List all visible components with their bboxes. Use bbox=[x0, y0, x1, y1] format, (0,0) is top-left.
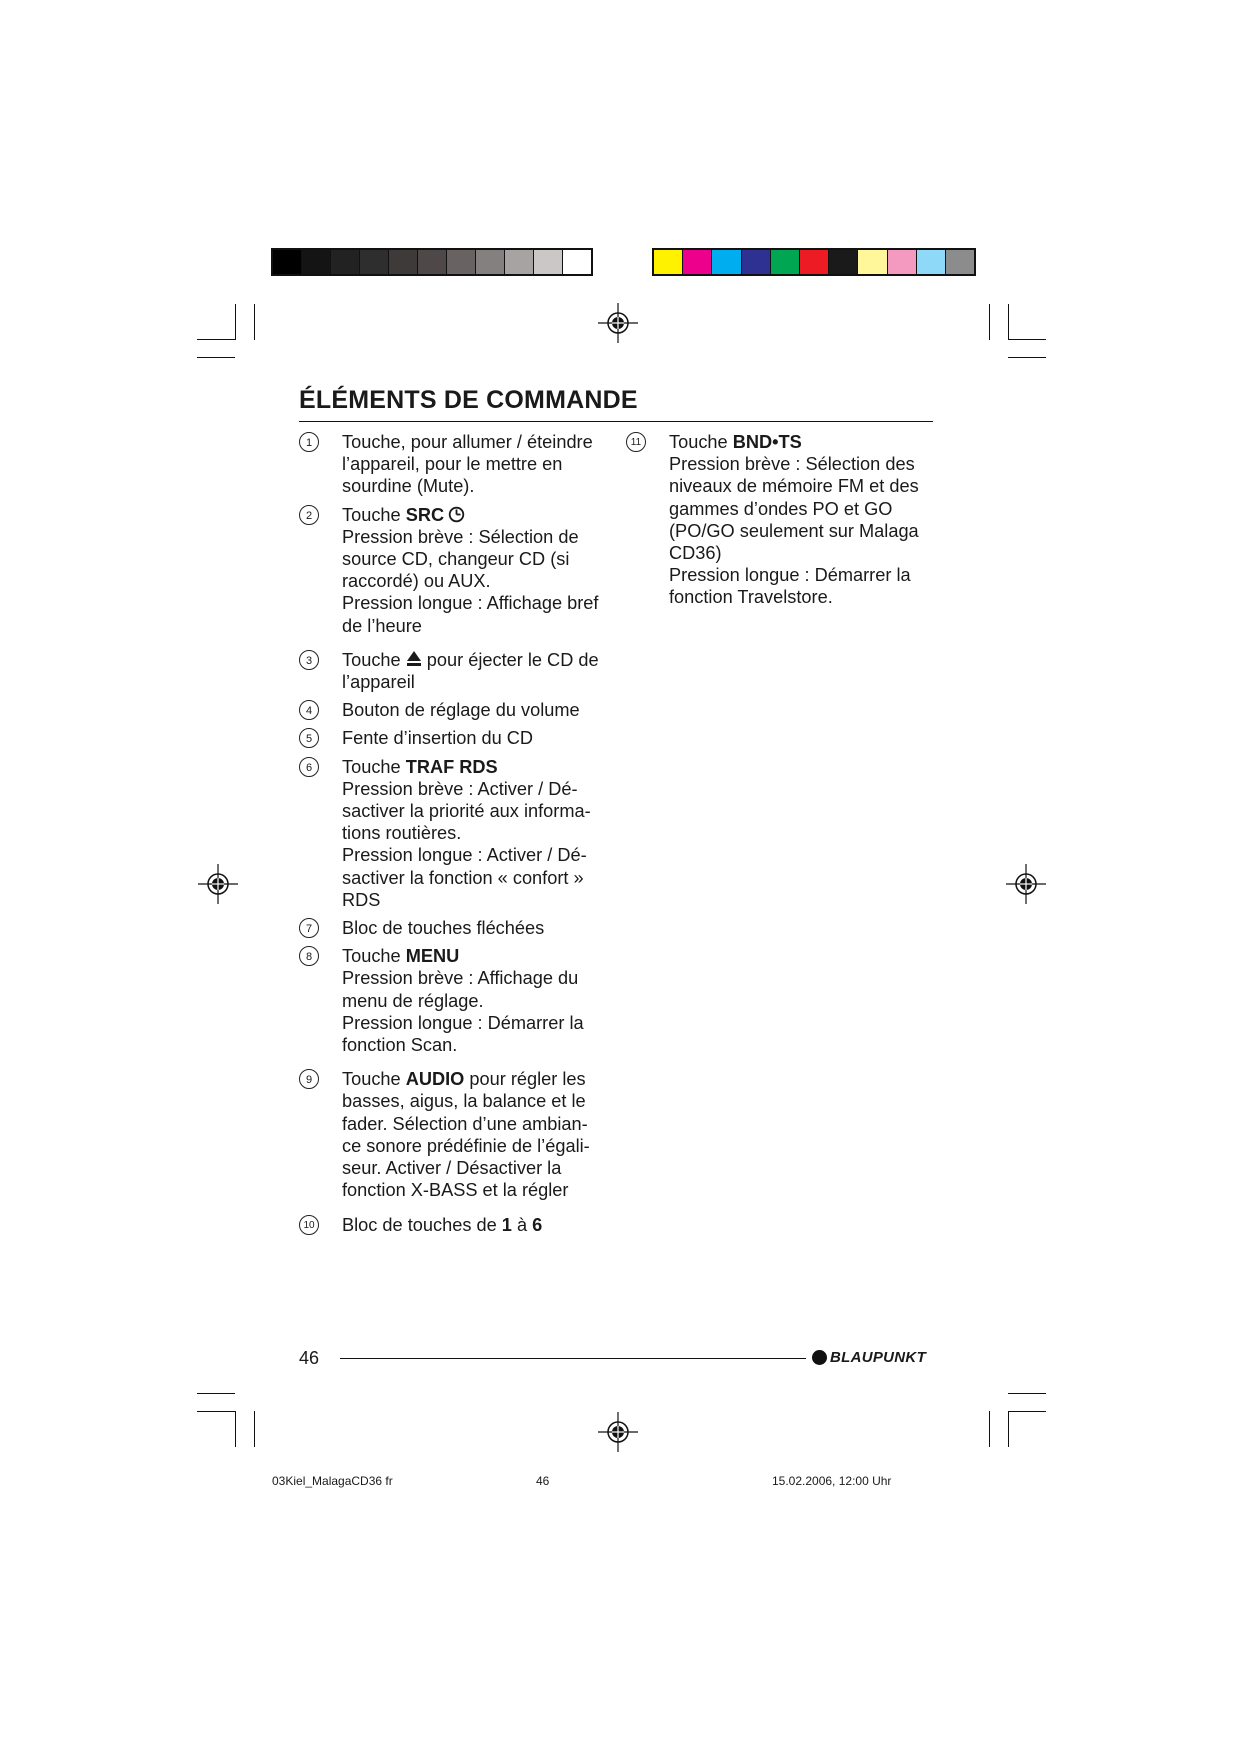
control-item-8 bbox=[299, 945, 619, 1056]
calibration-swatch bbox=[917, 250, 946, 274]
description-line bbox=[342, 867, 612, 889]
item-description bbox=[669, 431, 939, 609]
calibration-swatch bbox=[888, 250, 917, 274]
calibration-swatch bbox=[389, 250, 418, 274]
description-line bbox=[342, 671, 612, 693]
description-line bbox=[342, 756, 612, 778]
crop-mark bbox=[197, 357, 235, 358]
text-segment: gammes d’ondes PO et GO bbox=[669, 498, 893, 519]
description-line bbox=[342, 822, 612, 844]
text-segment: de l’heure bbox=[342, 615, 422, 636]
crop-mark bbox=[1008, 1411, 1046, 1412]
key-name: 1 bbox=[501, 1214, 512, 1235]
crop-mark bbox=[1008, 1411, 1009, 1447]
slug-page-number: 46 bbox=[536, 1474, 550, 1488]
color-calibration-bar bbox=[652, 248, 976, 276]
description-line bbox=[342, 990, 612, 1012]
controls-list-right bbox=[626, 431, 946, 615]
eject-icon bbox=[406, 650, 422, 668]
item-description bbox=[342, 649, 612, 693]
text-segment: Bloc de touches fléchées bbox=[342, 918, 545, 939]
description-line bbox=[342, 1214, 612, 1236]
control-item-10 bbox=[299, 1214, 619, 1236]
item-description bbox=[342, 756, 612, 911]
control-item-3 bbox=[299, 649, 619, 693]
calibration-swatch bbox=[771, 250, 800, 274]
item-description bbox=[342, 945, 612, 1056]
clock-icon bbox=[448, 506, 465, 523]
page-number: 46 bbox=[299, 1348, 320, 1368]
text-segment: Pression brève : Activer / Dé- bbox=[342, 778, 578, 799]
brand-logo bbox=[812, 1349, 926, 1366]
item-number-badge: 6 bbox=[299, 757, 319, 777]
text-segment: sourdine (Mute). bbox=[342, 476, 475, 497]
item-number-badge: 5 bbox=[299, 728, 319, 748]
text-segment: Touche bbox=[342, 649, 406, 670]
text-segment: l’appareil bbox=[342, 672, 415, 693]
item-number-badge: 4 bbox=[299, 700, 319, 720]
crop-mark bbox=[989, 1411, 990, 1447]
crop-mark bbox=[235, 1411, 236, 1447]
control-item-7 bbox=[299, 917, 619, 939]
description-line bbox=[342, 475, 612, 497]
item-description bbox=[342, 727, 612, 749]
description-line bbox=[669, 520, 939, 542]
description-line bbox=[342, 526, 612, 548]
key-name: SRC bbox=[405, 504, 445, 525]
description-line bbox=[342, 1179, 612, 1201]
description-line bbox=[342, 570, 612, 592]
text-segment: niveaux de mémoire FM et des bbox=[669, 476, 919, 497]
description-line bbox=[342, 1034, 612, 1056]
text-segment: Pression brève : Sélection de bbox=[342, 526, 579, 547]
text-segment: Touche bbox=[342, 1069, 406, 1090]
text-segment: Bouton de réglage du volume bbox=[342, 700, 580, 721]
control-item-5 bbox=[299, 727, 619, 749]
text-segment: CD36) bbox=[669, 543, 722, 564]
description-line bbox=[342, 615, 612, 637]
description-line bbox=[342, 727, 612, 749]
crop-mark bbox=[1008, 304, 1009, 340]
calibration-swatch bbox=[273, 250, 302, 274]
control-item-4 bbox=[299, 699, 619, 721]
calibration-swatch bbox=[829, 250, 858, 274]
description-line bbox=[669, 453, 939, 475]
control-item-1 bbox=[299, 431, 619, 498]
control-item-11 bbox=[626, 431, 946, 609]
description-line bbox=[669, 586, 939, 608]
text-segment: tions routières. bbox=[342, 823, 462, 844]
calibration-swatch bbox=[683, 250, 712, 274]
text-segment: Pression brève : Sélection des bbox=[669, 454, 915, 475]
calibration-swatch bbox=[302, 250, 331, 274]
text-segment: fonction X-BASS et la régler bbox=[342, 1180, 569, 1201]
calibration-swatch bbox=[742, 250, 771, 274]
calibration-swatch bbox=[712, 250, 741, 274]
calibration-swatch bbox=[946, 250, 974, 274]
text-segment: Fente d’insertion du CD bbox=[342, 728, 534, 749]
description-line bbox=[669, 498, 939, 520]
key-name: BND•TS bbox=[732, 432, 802, 452]
description-line bbox=[342, 1135, 612, 1157]
crop-mark bbox=[197, 1411, 235, 1412]
crop-mark bbox=[989, 304, 990, 340]
crop-mark bbox=[1008, 1393, 1046, 1394]
text-segment: Bloc de touches de bbox=[342, 1214, 502, 1235]
control-item-9 bbox=[299, 1068, 619, 1201]
registration-mark-icon bbox=[598, 1412, 638, 1452]
text-segment: fonction Travelstore. bbox=[669, 587, 833, 608]
key-name: TRAF RDS bbox=[405, 756, 498, 777]
key-name: 6 bbox=[532, 1214, 543, 1235]
description-line bbox=[342, 649, 612, 671]
calibration-swatch bbox=[654, 250, 683, 274]
text-segment: Pression longue : Démarrer la bbox=[342, 1012, 584, 1033]
text-segment: Pression longue : Activer / Dé- bbox=[342, 845, 587, 866]
crop-mark bbox=[197, 1393, 235, 1394]
crop-mark bbox=[254, 1411, 255, 1447]
item-description bbox=[342, 699, 612, 721]
calibration-swatch bbox=[447, 250, 476, 274]
item-description bbox=[342, 1214, 612, 1236]
control-item-2 bbox=[299, 504, 619, 637]
text-segment: raccordé) ou AUX. bbox=[342, 571, 491, 592]
crop-mark bbox=[235, 304, 236, 340]
crop-mark bbox=[1008, 339, 1046, 340]
description-line bbox=[342, 800, 612, 822]
text-segment: l’appareil, pour le mettre en bbox=[342, 454, 563, 475]
calibration-swatch bbox=[858, 250, 887, 274]
text-segment: ce sonore prédéfinie de l’égali- bbox=[342, 1135, 590, 1156]
slug-filename: 03Kiel_MalagaCD36 fr bbox=[272, 1474, 393, 1488]
text-segment: menu de réglage. bbox=[342, 990, 484, 1011]
slug-date: 15.02.2006, 12:00 Uhr bbox=[772, 1474, 892, 1488]
text-segment: sactiver la priorité aux informa- bbox=[342, 801, 591, 822]
item-number-badge: 11 bbox=[626, 432, 646, 452]
calibration-swatch bbox=[534, 250, 563, 274]
description-line bbox=[342, 889, 612, 911]
description-line bbox=[342, 1113, 612, 1135]
description-line bbox=[342, 917, 612, 939]
description-line bbox=[342, 431, 612, 453]
crop-mark bbox=[197, 339, 235, 340]
description-line bbox=[342, 945, 612, 967]
item-number-badge: 10 bbox=[299, 1215, 319, 1235]
calibration-swatch bbox=[418, 250, 447, 274]
description-line bbox=[342, 699, 612, 721]
registration-mark-icon bbox=[198, 864, 238, 904]
text-segment: source CD, changeur CD (si bbox=[342, 549, 570, 570]
description-line bbox=[342, 778, 612, 800]
text-segment: basses, aigus, la balance et le bbox=[342, 1091, 586, 1112]
registration-mark-icon bbox=[1006, 864, 1046, 904]
description-line bbox=[669, 431, 939, 453]
crop-mark bbox=[254, 304, 255, 340]
text-segment: Pression longue : Affichage bref bbox=[342, 593, 599, 614]
description-line bbox=[342, 1068, 612, 1090]
text-segment: Touche bbox=[669, 432, 733, 452]
footer-divider bbox=[340, 1358, 806, 1359]
text-segment: sactiver la fonction « confort » bbox=[342, 867, 584, 888]
item-number-badge: 8 bbox=[299, 946, 319, 966]
grayscale-calibration-bar bbox=[271, 248, 593, 276]
calibration-swatch bbox=[476, 250, 505, 274]
item-number-badge: 7 bbox=[299, 918, 319, 938]
calibration-swatch bbox=[360, 250, 389, 274]
item-number-badge: 2 bbox=[299, 505, 319, 525]
text-segment: Touche bbox=[342, 756, 406, 777]
description-line bbox=[342, 453, 612, 475]
item-number-badge: 3 bbox=[299, 650, 319, 670]
text-segment: Pression brève : Affichage du bbox=[342, 968, 579, 989]
description-line bbox=[342, 1157, 612, 1179]
description-line bbox=[342, 844, 612, 866]
title-divider bbox=[299, 421, 933, 422]
text-segment: pour régler les bbox=[464, 1069, 586, 1090]
description-line bbox=[669, 542, 939, 564]
text-segment: fonction Scan. bbox=[342, 1035, 458, 1056]
description-line bbox=[669, 564, 939, 586]
calibration-swatch bbox=[800, 250, 829, 274]
crop-mark bbox=[1008, 357, 1046, 358]
brand-name: BLAUPUNKT bbox=[830, 1349, 927, 1366]
item-number-badge: 1 bbox=[299, 432, 319, 452]
brand-dot-icon bbox=[812, 1350, 827, 1365]
text-segment: Touche, pour allumer / éteindre bbox=[342, 432, 593, 452]
calibration-swatch bbox=[563, 250, 591, 274]
key-name: MENU bbox=[405, 946, 460, 967]
key-name: AUDIO bbox=[405, 1069, 465, 1090]
text-segment: Pression longue : Démarrer la bbox=[669, 565, 911, 586]
description-line bbox=[342, 504, 612, 526]
calibration-swatch bbox=[505, 250, 534, 274]
item-description bbox=[342, 917, 612, 939]
description-line bbox=[669, 475, 939, 497]
item-description bbox=[342, 431, 612, 498]
description-line bbox=[342, 592, 612, 614]
text-segment: (PO/GO seulement sur Malaga bbox=[669, 520, 919, 541]
text-segment: RDS bbox=[342, 889, 381, 910]
text-segment: Touche bbox=[342, 504, 406, 525]
item-number-badge: 9 bbox=[299, 1069, 319, 1089]
description-line bbox=[342, 967, 612, 989]
control-item-6 bbox=[299, 756, 619, 911]
text-segment: à bbox=[511, 1214, 533, 1235]
description-line bbox=[342, 548, 612, 570]
text-segment: Touche bbox=[342, 946, 406, 967]
description-line bbox=[342, 1090, 612, 1112]
text-segment: pour éjecter le CD de bbox=[421, 649, 599, 670]
text-segment: fader. Sélection d’une ambian- bbox=[342, 1113, 588, 1134]
description-line bbox=[342, 1012, 612, 1034]
calibration-swatch bbox=[331, 250, 360, 274]
controls-list-left bbox=[299, 431, 619, 1242]
item-description bbox=[342, 1068, 612, 1201]
text-segment: seur. Activer / Désactiver la bbox=[342, 1158, 562, 1179]
page-title: ÉLÉMENTS DE COMMANDE bbox=[299, 386, 638, 414]
item-description bbox=[342, 504, 612, 637]
registration-mark-icon bbox=[598, 303, 638, 343]
